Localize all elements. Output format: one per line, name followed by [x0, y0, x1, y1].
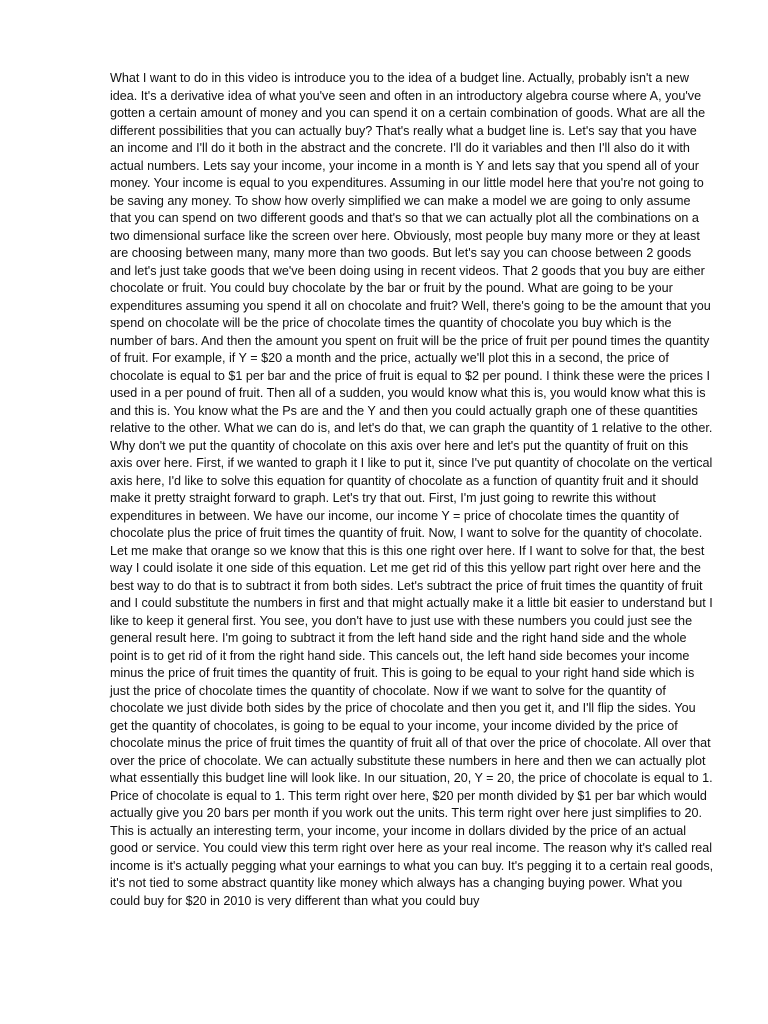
body-paragraph: What I want to do in this video is introduce you to the idea of a budget line. Actually, probably isn't a new idea. It's a derivative idea of what you've seen and often in an introductory algebra course where A, you've gotten a certain amount of money and you can spend it on a certain combination of goods. What are all the different possibilities that you can actually buy? That's really what a budget line is. Let's say that you have an income and I'll do it both in the abstract and the concrete. I'll do it variables and then I'll also do it with actual numbers. Lets say your income, your income in a month is Y and lets say that you spend all of your money. Your income is equal to you expenditures. Assuming in our little model here that you're not going to be saving any money. To show how overly simplified we can make a model we are going to only assume that you can spend on two different goods and that's so that we can actually plot all the combinations on a two dimensional surface like the screen over here. Obviously, most people buy many more or they at least are choosing between many, many more than two goods. But let's say you can choose between 2 goods and let's just take goods that we've been doing using in recent videos. That 2 goods that you buy are either chocolate or fruit. You could buy chocolate by the bar or fruit by the pound. What are going to be your expenditures assuming you spend it all on chocolate and fruit? Well, there's going to be the amount that you spend on chocolate will be the price of chocolate times the quantity of chocolate you buy which is the number of bars. And then the amount you spent on fruit will be the price of fruit per pound times the quantity of fruit. For example, if Y = $20 a month and the price, actually we'll plot this in a second, the price of chocolate is equal to $1 per bar and the price of fruit is equal to $2 per pound. I think these were the prices I used in a per pound of fruit. Then all of a sudden, you would know what this is, you would know what this is and this is. You know what the Ps are and the Y and then you could actually graph one of these quantities relative to the other. What we can do is, and let's do that, we can graph the quantity of 1 relative to the other. Why don't we put the quantity of chocolate on this axis over here and let's put the quantity of fruit on this axis over here. First, if we wanted to graph it I like to put it, since I've put quantity of chocolate on the vertical axis here, I'd like to solve this equation for quantity of chocolate as a function of quantity fruit and it should make it pretty straight forward to graph. Let's try that out. First, I'm just going to rewrite this without expenditures in between. We have our income, our income Y = price of chocolate times the quantity of chocolate plus the price of fruit times the quantity of fruit. Now, I want to solve for the quantity of chocolate. Let me make that orange so we know that this is this one right over here. If I want to solve for that, the best way I could isolate it one side of this equation. Let me get rid of this this yellow part right over here and the best way to do that is to subtract it from both sides. Let's subtract the price of fruit times the quantity of fruit and I could substitute the numbers in first and that might actually make it a little bit easier to understand but I like to keep it general first. You see, you don't have to just use with these numbers you could just see the general result here. I'm going to subtract it from the left hand side and the right hand side and the whole point is to get rid of it from the right hand side. This cancels out, the left hand side becomes your income minus the price of fruit times the quantity of fruit. This is going to be equal to your right hand side which is just the price of chocolate times the quantity of chocolate. Now if we want to solve for the quantity of chocolate we just divide both sides by the price of chocolate and then you get it, and I'll flip the sides. You get the quantity of chocolates, is going to be equal to your income, your income divided by the price of chocolate minus the price of fruit times the quantity of fruit all of that over the price of chocolate. All over that over the price of chocolate. We can actually substitute these numbers in here and then we can actually plot what essentially this budget line will look like. In our situation, 20, Y = 20, the price of chocolate is equal to 1. Price of chocolate is equal to 1. This term right over here, $20 per month divided by $1 per bar which would actually give you 20 bars per month if you work out the units. This term right over here just simplifies to 20. This is actually an interesting term, your income, your income in dollars divided by the price of an actual good or service. You could view this term right over here as your real income. The reason why it's called real income is it's actually pegging what your earnings to what you can buy. It's pegging it to a certain real goods, it's not tied to some abstract quantity like money which always has a changing buying power. What you could buy for $20 in 2010 is very different than what you could buy	[110, 71, 714, 908]
document-page	[110, 70, 714, 910]
